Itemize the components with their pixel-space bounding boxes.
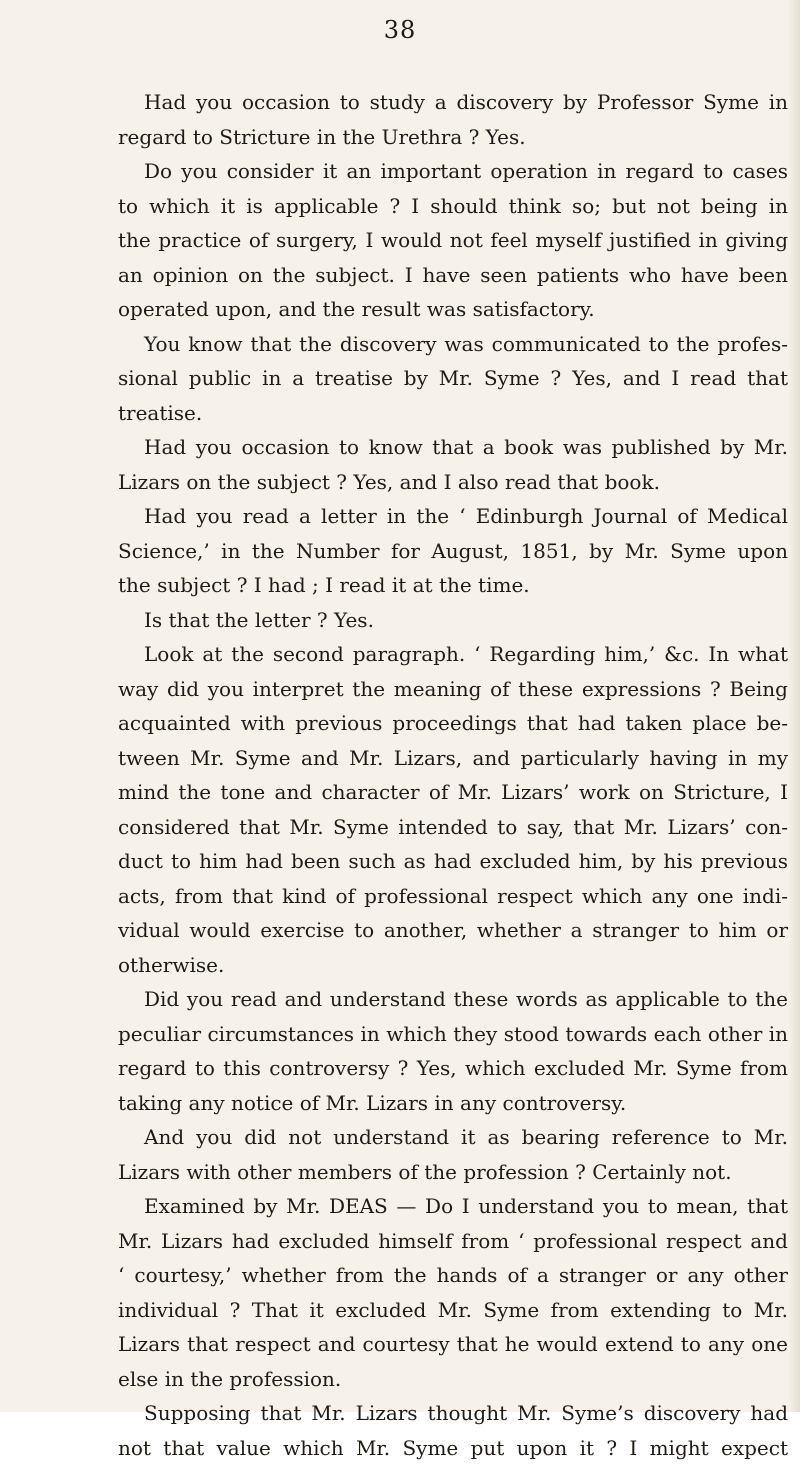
text-line: Supposing that Mr. Lizars thought Mr. Syme’s discovery had bbox=[118, 1396, 788, 1431]
text-line: Lizars with other members of the profession ? Certainly not. bbox=[118, 1155, 788, 1190]
text-line: vidual would exercise to another, whether a stranger to him or bbox=[118, 913, 788, 948]
text-line: Mr. Lizars had excluded himself from ‘ professional respect and bbox=[118, 1224, 788, 1259]
text-line: else in the profession. bbox=[118, 1362, 788, 1397]
text-line: tween Mr. Syme and Mr. Lizars, and particularly having in my bbox=[118, 741, 788, 776]
text-line: otherwise. bbox=[118, 948, 788, 983]
text-line: individual ? That it excluded Mr. Syme from extending to Mr. bbox=[118, 1293, 788, 1328]
text-line: Had you occasion to know that a book was published by Mr. bbox=[118, 430, 788, 465]
text-line: mind the tone and character of Mr. Lizars’ work on Stricture, I bbox=[118, 775, 788, 810]
text-line: operated upon, and the result was satisfactory. bbox=[118, 292, 788, 327]
body-text bbox=[118, 85, 788, 1465]
text-line: ‘ courtesy,’ whether from the hands of a stranger or any other bbox=[118, 1258, 788, 1293]
text-line: Look at the second paragraph. ‘ Regarding him,’ &c. In what bbox=[118, 637, 788, 672]
text-line: the practice of surgery, I would not feel myself justified in giving bbox=[118, 223, 788, 258]
text-line: Had you occasion to study a discovery by Professor Syme in bbox=[118, 85, 788, 120]
text-line: Science,’ in the Number for August, 1851, by Mr. Syme upon bbox=[118, 534, 788, 569]
text-line: Did you read and understand these words as applicable to the bbox=[118, 982, 788, 1017]
text-line: Do you consider it an important operation in regard to cases bbox=[118, 154, 788, 189]
page-edge-shadow bbox=[788, 0, 800, 1412]
text-line: an opinion on the subject. I have seen patients who have been bbox=[118, 258, 788, 293]
text-line: not that value which Mr. Syme put upon it ? I might expect bbox=[118, 1431, 788, 1465]
text-line: Lizars that respect and courtesy that he would extend to any one bbox=[118, 1327, 788, 1362]
text-line: And you did not understand it as bearing reference to Mr. bbox=[118, 1120, 788, 1155]
text-line: acquainted with previous proceedings that had taken place be- bbox=[118, 706, 788, 741]
text-line: peculiar circumstances in which they stood towards each other in bbox=[118, 1017, 788, 1052]
page-number: 38 bbox=[0, 16, 800, 44]
text-line: considered that Mr. Syme intended to say, that Mr. Lizars’ con- bbox=[118, 810, 788, 845]
text-line: regard to this controversy ? Yes, which excluded Mr. Syme from bbox=[118, 1051, 788, 1086]
text-line: acts, from that kind of professional respect which any one indi- bbox=[118, 879, 788, 914]
text-line: Examined by Mr. DEAS — Do I understand you to mean, that bbox=[118, 1189, 788, 1224]
text-line: regard to Stricture in the Urethra ? Yes. bbox=[118, 120, 788, 155]
text-line: the subject ? I had ; I read it at the time. bbox=[118, 568, 788, 603]
text-line: Had you read a letter in the ‘ Edinburgh Journal of Medical bbox=[118, 499, 788, 534]
text-line: You know that the discovery was communicated to the profes- bbox=[118, 327, 788, 362]
text-line: to which it is applicable ? I should think so; but not being in bbox=[118, 189, 788, 224]
text-line: sional public in a treatise by Mr. Syme ? Yes, and I read that bbox=[118, 361, 788, 396]
text-line: treatise. bbox=[118, 396, 788, 431]
text-line: way did you interpret the meaning of these expressions ? Being bbox=[118, 672, 788, 707]
text-line: Lizars on the subject ? Yes, and I also read that book. bbox=[118, 465, 788, 500]
text-line: taking any notice of Mr. Lizars in any controversy. bbox=[118, 1086, 788, 1121]
text-line: duct to him had been such as had excluded him, by his previous bbox=[118, 844, 788, 879]
text-line: Is that the letter ? Yes. bbox=[118, 603, 788, 638]
